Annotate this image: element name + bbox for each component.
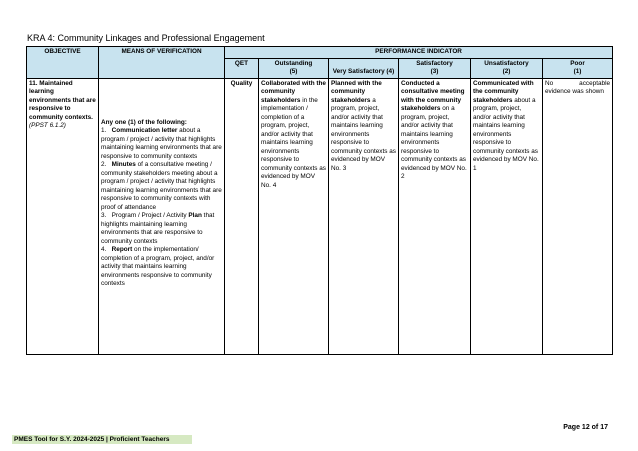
qet-cell: Quality xyxy=(225,78,259,354)
mov-item: 3. Program / Project / Activity Plan that highlights maintaining learning environments that are responsive to community contexts xyxy=(101,212,215,245)
level-number: (5) xyxy=(289,68,298,76)
mov-item: 1. Communication letter about a program / project / activity that highlights maintaining learning environments that are responsive to community contexts xyxy=(101,127,222,160)
mov-item: 2. Minutes of a consultative meeting / community stakeholders meeting about a program / project / activity that highlights maintaining learning environments that are responsive to community contexts with proof of attendance xyxy=(101,161,222,211)
mov-header: MEANS OF VERIFICATION xyxy=(99,47,225,79)
level-number: (3) xyxy=(430,68,439,76)
level-label: Satisfactory xyxy=(416,59,453,67)
level-label: Unsatisfactory xyxy=(484,59,529,67)
rubric-table xyxy=(26,46,613,355)
level-satisfactory-header xyxy=(399,58,471,78)
level-outstanding-header xyxy=(259,58,329,78)
level-label: Poor xyxy=(570,59,585,67)
kra-title: KRA 4: Community Linkages and Professional Engagement xyxy=(27,33,265,43)
objective-reference: (PPST 6.1.2) xyxy=(29,122,66,130)
descriptor-poor: No acceptable evidence was shown xyxy=(543,78,613,354)
qet-header: QET xyxy=(225,58,259,78)
level-unsatisfactory-header xyxy=(471,58,543,78)
objective-header: OBJECTIVE xyxy=(27,47,99,79)
level-label: Very Satisfactory (4) xyxy=(332,68,395,76)
descriptor-satisfactory: Conducted a consultative meeting with the community stakeholders on a program, project, and/or activity that maintains learning environments responsive to community contexts as evidenced by MOV No. 2 xyxy=(399,78,471,354)
level-number: (2) xyxy=(502,68,511,76)
footer-label: PMES Tool for S.Y. 2024-2025 | Proficient Teachers xyxy=(12,435,192,444)
objective-text: 11. Maintained learning environments that are responsive to community contexts. xyxy=(29,79,96,121)
objective-cell xyxy=(27,78,99,354)
performance-indicator-header: PERFORMANCE INDICATOR xyxy=(225,47,613,59)
level-very-satisfactory-header xyxy=(329,58,399,78)
descriptor-outstanding: Collaborated with the community stakeholders in the implementation / completion of a program, project, and/or activity that maintains learning environments responsive to community contexts as evidenced by MOV No. 4 xyxy=(259,78,329,354)
level-poor-header xyxy=(543,58,613,78)
page-number: Page 12 of 17 xyxy=(563,424,608,431)
descriptor-unsatisfactory: Communicated with the community stakeholders about a program, project, and/or activity that maintains learning environments responsive to community contexts as evidenced by MOV No. 1 xyxy=(471,78,543,354)
level-label: Outstanding xyxy=(274,59,313,67)
mov-intro: Any one (1) of the following: xyxy=(101,118,187,126)
descriptor-very-satisfactory: Planned with the community stakeholders a program, project, and/or activity that maintains learning environments responsive to community contexts as evidenced by MOV No. 3 xyxy=(329,78,399,354)
mov-item: 4. Report on the implementation/ completion of a program, project, and/or activity that maintains learning environments responsive to community contexts xyxy=(101,246,215,288)
mov-cell xyxy=(99,78,225,354)
level-number: (1) xyxy=(573,68,582,76)
